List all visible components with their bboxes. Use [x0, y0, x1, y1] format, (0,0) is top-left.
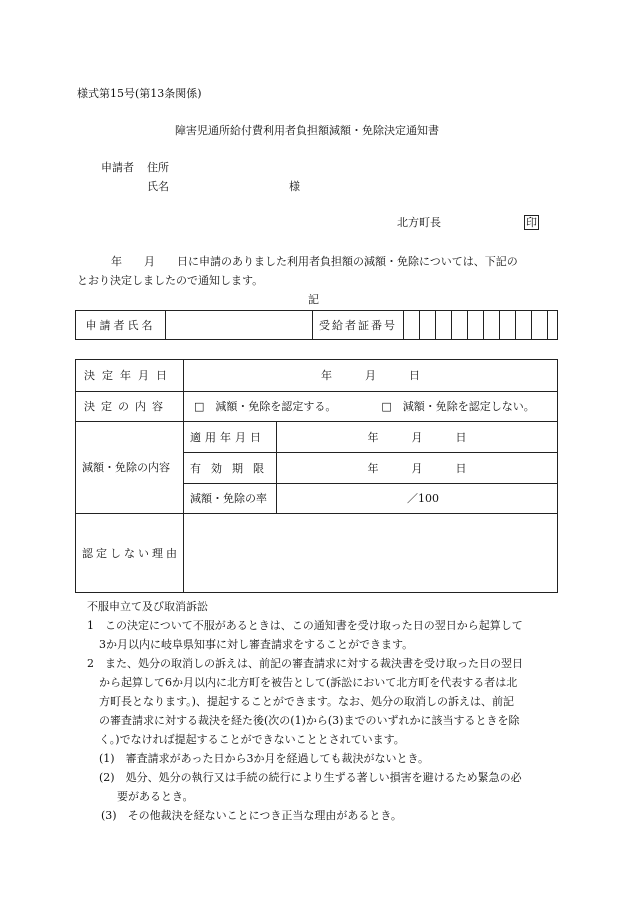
reason-cell[interactable] [184, 514, 558, 593]
certificate-digit-cell[interactable] [468, 311, 484, 340]
decision-content-cell [184, 392, 558, 422]
apply-date-label: 適用年月日 [184, 422, 277, 453]
certificate-digit-cell[interactable] [500, 311, 516, 340]
applicant-name-label: 申請者氏名 [76, 311, 166, 340]
honorific: 様 [289, 180, 300, 193]
note-item-1-line-1: 1 この決定について不服があるときは、この通知書を受け取った日の翌日から起算して [87, 619, 523, 632]
applicant-label: 申請者 [101, 161, 134, 174]
note-item-1-line-2: 3か月以内に岐阜県知事に対し審査請求をすることができます。 [99, 638, 414, 651]
address-label: 住所 [147, 161, 169, 174]
ki-label: 記 [308, 293, 319, 306]
seal-mark: 印 [526, 216, 537, 229]
approve-option[interactable]: □ 減額・免除を認定する。 [194, 400, 337, 413]
valid-period-cell[interactable]: 年 月 日 [277, 453, 558, 484]
decision-content-label: 決定の内容 [76, 392, 184, 422]
certificate-digit-cell[interactable] [404, 311, 420, 340]
note-item-2-line-5: く。)でなければ提起することができないこととされています。 [99, 733, 405, 746]
intro-line-1: 年 月 日に申請のありました利用者負担額の減額・免除については、下記の [111, 255, 518, 268]
reason-label: 認定しない理由 [76, 514, 184, 593]
note-sub-2-line-1: (2) 処分、処分の執行又は手続の続行により生ずる著しい損害を避けるため緊急の必 [99, 771, 522, 784]
note-item-2-line-4: の審査請求に対する裁決を経た後(次の(1)から(3)までのいずれかに該当するときを除 [99, 714, 520, 727]
rate-label: 減額・免除の率 [184, 484, 277, 514]
decision-date-cell[interactable]: 年 月 日 [184, 360, 558, 392]
notes-heading: 不服申立て及び取消訴訟 [87, 600, 208, 613]
certificate-digit-cell[interactable] [516, 311, 532, 340]
certificate-number-label: 受給者証番号 [313, 311, 404, 340]
document-title: 障害児通所給付費利用者負担額減額・免除決定通知書 [175, 124, 439, 137]
certificate-digit-cell[interactable] [548, 311, 558, 340]
certificate-digit-cell[interactable] [532, 311, 548, 340]
certificate-digit-cell[interactable] [436, 311, 452, 340]
intro-line-2: とおり決定しましたので通知します。 [77, 274, 264, 287]
rate-cell[interactable]: ／100 [277, 484, 558, 514]
note-sub-3: (3) その他裁決を経ないことにつき正当な理由があるとき。 [101, 809, 402, 822]
applicant-name-cell[interactable] [166, 311, 313, 340]
certificate-digit-cell[interactable] [484, 311, 500, 340]
name-label: 氏名 [147, 180, 169, 193]
decision-table [75, 359, 558, 593]
issuer-name: 北方町長 [397, 216, 441, 229]
apply-date-cell[interactable]: 年 月 日 [277, 422, 558, 453]
reject-option[interactable]: □ 減額・免除を認定しない。 [381, 400, 535, 413]
valid-period-label: 有効期限 [184, 453, 277, 484]
decision-date-label: 決定年月日 [76, 360, 184, 392]
note-item-2-line-2: から起算して6か月以内に北方町を被告として(訴訟において北方町を代表する者は北 [99, 676, 518, 689]
certificate-digit-cell[interactable] [452, 311, 468, 340]
appeal-notes [87, 597, 557, 825]
note-item-2-line-1: 2 また、処分の取消しの訴えは、前記の審査請求に対する裁決書を受け取った日の翌日 [87, 657, 523, 670]
note-sub-2-line-2: 要があるとき。 [117, 790, 194, 803]
form-number: 様式第15号(第13条関係) [77, 87, 202, 100]
note-item-2-line-3: 方町長となります。)、提起することができます。なお、処分の取消しの訴えは、前記 [99, 695, 515, 708]
note-sub-1: (1) 審査請求があった日から3か月を経過しても裁決がないとき。 [99, 752, 430, 765]
reduction-content-label: 減額・免除の内容 [76, 422, 184, 514]
applicant-table [75, 310, 558, 340]
certificate-digit-cell[interactable] [420, 311, 436, 340]
